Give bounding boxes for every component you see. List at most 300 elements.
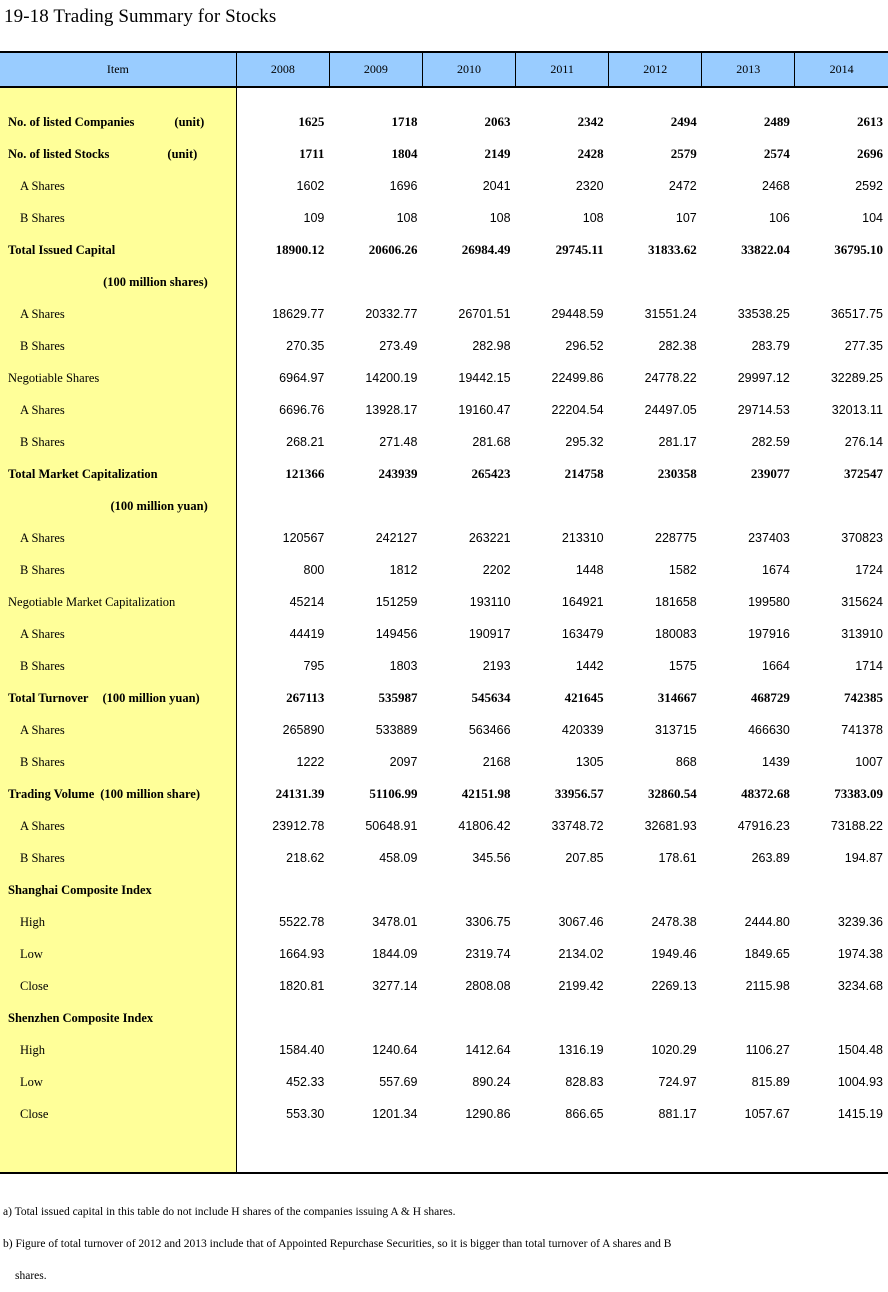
value-cell: 1714 [855,659,883,673]
value-cell: 36517.75 [830,307,883,321]
value-cell: 345.56 [472,851,511,865]
table-row [0,746,888,778]
value-cell: 557.69 [379,1075,418,1089]
value-cell: 26984.49 [461,242,511,257]
value-cell: 180083 [655,627,697,641]
row-label-cell [0,842,236,874]
row-label: A Shares [20,722,65,737]
trading-summary-table [0,51,888,1174]
value-cell: 1057.67 [744,1107,790,1121]
value-cell [516,266,609,298]
value-cell: 314667 [657,690,697,705]
value-cell: 32289.25 [830,371,883,385]
value-cell: 2342 [577,114,604,129]
value-cell: 107 [675,211,697,225]
value-cell: 1582 [668,563,697,577]
value-cell: 265890 [282,723,325,737]
value-cell: 2168 [482,755,511,769]
value-cell: 800 [303,563,325,577]
value-cell: 19160.47 [458,403,511,417]
value-cell: 890.24 [472,1075,511,1089]
spacer-row [0,1130,888,1173]
row-label: A Shares [20,178,65,193]
table-row [0,1002,888,1034]
value-cell: 121366 [285,466,325,481]
value-cell: 466630 [748,723,790,737]
table-row [0,298,888,330]
table-row [0,138,888,170]
row-label-cell [0,362,236,394]
table-row [0,1098,888,1130]
value-cell: 795 [303,659,325,673]
row-label: A Shares [20,818,65,833]
value-cell: 2149 [484,146,511,161]
value-cell: 2115.98 [745,979,790,993]
header-year: 2012 [609,52,702,87]
row-label-cell [0,1002,236,1034]
value-cell: 29997.12 [737,371,790,385]
value-cell: 1803 [389,659,418,673]
value-cell: 32860.54 [647,786,697,801]
table-row [0,1066,888,1098]
footnotes [3,1196,863,1292]
value-cell: 282.38 [658,339,697,353]
value-cell [609,266,702,298]
value-cell: 199580 [748,595,790,609]
value-cell: 881.17 [658,1107,697,1121]
table-row [0,106,888,138]
footnote-b: b) Figure of total turnover of 2012 and 2013 include that of Appointed Repurchase Securities, so it is bigger than total turnover of A shares and B [3,1238,672,1250]
value-cell: 3239.36 [837,915,883,929]
value-cell: 109 [303,211,325,225]
value-cell: 1820.81 [279,979,325,993]
row-label: B Shares [20,210,65,225]
row-label-cell [0,266,236,298]
table-row [0,682,888,714]
value-cell [609,874,702,906]
value-cell: 47916.23 [737,819,790,833]
value-cell: 1439 [762,755,790,769]
value-cell [422,266,515,298]
value-cell: 2428 [577,146,604,161]
value-cell: 1575 [668,659,697,673]
value-cell: 2808.08 [465,979,511,993]
row-label: A Shares [20,306,65,321]
value-cell: 273.49 [379,339,418,353]
row-label: Total Turnover [8,690,89,705]
value-cell: 2592 [855,179,883,193]
value-cell: 45214 [289,595,325,609]
value-cell: 29448.59 [551,307,604,321]
table-row [0,714,888,746]
value-cell: 24131.39 [275,786,325,801]
row-label: A Shares [20,402,65,417]
value-cell: 163479 [561,627,604,641]
value-cell [329,490,422,522]
row-label-cell [0,938,236,970]
value-cell: 313715 [655,723,697,737]
row-label-cell [0,458,236,490]
row-unit: (unit) [167,146,198,161]
value-cell: 32681.93 [644,819,697,833]
value-cell: 1412.64 [465,1043,511,1057]
page-title: 19-18 Trading Summary for Stocks [4,6,277,27]
value-cell: 1804 [391,146,418,161]
value-cell: 239077 [750,466,790,481]
footnote-a: a) Total issued capital in this table do not include H shares of the companies issuing A & H shares. [3,1206,456,1218]
table-row [0,330,888,362]
value-cell: 1222 [296,755,325,769]
value-cell [609,490,702,522]
row-unit: (100 million share) [100,786,201,801]
table-row [0,458,888,490]
value-cell: 151259 [375,595,418,609]
value-cell: 1007 [855,755,883,769]
value-cell: 214758 [564,466,604,481]
value-cell: 372547 [844,466,883,481]
value-cell: 421645 [564,690,604,705]
value-cell: 1240.64 [372,1043,418,1057]
value-cell [609,1002,702,1034]
header-item: Item [0,52,236,87]
value-cell: 741378 [841,723,883,737]
header-year: 2009 [329,52,422,87]
row-label-cell [0,426,236,458]
value-cell: 31833.62 [647,242,697,257]
value-cell: 1602 [296,179,325,193]
value-cell: 724.97 [658,1075,697,1089]
table-row [0,842,888,874]
row-label: Total Market Capitalization [8,466,158,481]
row-label-cell [0,394,236,426]
row-label: Shanghai Composite Index [8,882,152,897]
table-row [0,618,888,650]
value-cell: 24497.05 [644,403,697,417]
value-cell: 228775 [655,531,697,545]
row-label: (100 million shares) [103,274,208,289]
value-cell: 237403 [748,531,790,545]
value-cell [236,1002,329,1034]
value-cell: 2269.13 [651,979,697,993]
value-cell: 265423 [471,466,511,481]
row-label-cell [0,714,236,746]
row-label-cell [0,330,236,362]
row-label-cell [0,906,236,938]
value-cell: 1625 [298,114,325,129]
value-cell: 1504.48 [837,1043,883,1057]
value-cell: 33748.72 [551,819,604,833]
header-year: 2011 [516,52,609,87]
value-cell: 277.35 [844,339,883,353]
value-cell: 18900.12 [275,242,325,257]
table-row [0,554,888,586]
value-cell: 3478.01 [372,915,418,929]
table-row [0,234,888,266]
table-row [0,522,888,554]
value-cell: 149456 [375,627,418,641]
row-label: Shenzhen Composite Index [8,1010,154,1025]
row-label-cell [0,106,236,138]
value-cell [795,490,888,522]
value-cell [516,1002,609,1034]
header-year: 2014 [795,52,888,87]
value-cell [236,266,329,298]
value-cell: 26701.51 [458,307,511,321]
value-cell: 2489 [763,114,790,129]
value-cell: 3306.75 [465,915,511,929]
value-cell: 3277.14 [372,979,418,993]
row-label: Negotiable Shares [8,370,100,385]
row-label: A Shares [20,626,65,641]
value-cell: 2320 [575,179,604,193]
value-cell: 42151.98 [461,786,511,801]
value-cell: 33822.04 [741,242,790,257]
value-cell [795,266,888,298]
row-label: No. of listed Stocks [8,146,110,161]
row-label-cell [0,170,236,202]
value-cell: 1664 [762,659,790,673]
value-cell: 866.65 [565,1107,604,1121]
value-cell: 263221 [468,531,511,545]
value-cell: 5522.78 [279,915,325,929]
value-cell: 281.17 [658,435,697,449]
value-cell: 2193 [482,659,511,673]
value-cell: 22204.54 [551,403,604,417]
value-cell: 2574 [763,146,790,161]
value-cell: 281.68 [472,435,511,449]
table-row [0,874,888,906]
row-label: B Shares [20,850,65,865]
table-row [0,202,888,234]
value-cell: 1844.09 [372,947,418,961]
value-cell: 1290.86 [465,1107,511,1121]
value-cell [329,1002,422,1034]
row-label: Trading Volume [8,786,95,801]
value-cell [422,1002,515,1034]
value-cell: 120567 [282,531,325,545]
value-cell: 32013.11 [831,403,883,417]
value-cell [236,874,329,906]
value-cell: 1711 [299,146,325,161]
row-label-cell [0,138,236,170]
row-label: A Shares [20,530,65,545]
value-cell: 33538.25 [737,307,790,321]
value-cell: 270.35 [286,339,325,353]
value-cell: 6964.97 [279,371,325,385]
row-label: High [20,914,45,929]
row-label-cell [0,298,236,330]
value-cell: 23912.78 [272,819,325,833]
value-cell: 41806.42 [458,819,511,833]
value-cell: 3067.46 [558,915,604,929]
value-cell: 868 [675,755,697,769]
value-cell: 1305 [575,755,604,769]
value-cell: 742385 [844,690,883,705]
value-cell: 104 [862,211,883,225]
value-cell: 2202 [482,563,511,577]
value-cell [422,874,515,906]
value-cell: 207.85 [565,851,604,865]
value-cell [795,1002,888,1034]
value-cell: 20606.26 [368,242,418,257]
value-cell: 2199.42 [558,979,604,993]
row-label: Total Issued Capital [8,242,116,257]
row-label: B Shares [20,562,65,577]
value-cell: 218.62 [286,851,325,865]
value-cell: 268.21 [286,435,325,449]
value-cell: 197916 [748,627,790,641]
row-label: High [20,1042,45,1057]
value-cell: 563466 [468,723,511,737]
row-label: (100 million yuan) [110,498,208,513]
header-year: 2010 [422,52,515,87]
value-cell: 1724 [855,563,883,577]
value-cell: 553.30 [286,1107,325,1121]
value-cell: 1849.65 [744,947,790,961]
table-row [0,938,888,970]
row-label: B Shares [20,658,65,673]
value-cell: 193110 [469,595,511,609]
value-cell: 73188.22 [830,819,883,833]
value-cell: 2613 [857,114,883,129]
row-label-cell [0,874,236,906]
row-label: No. of listed Companies [8,114,135,129]
value-cell: 18629.77 [272,307,325,321]
value-cell: 20332.77 [365,307,418,321]
value-cell: 420339 [561,723,604,737]
footnote-b-continued: shares. [15,1270,47,1282]
value-cell: 2696 [857,146,883,161]
table-row [0,586,888,618]
value-cell: 2468 [762,179,790,193]
value-cell: 271.48 [379,435,418,449]
value-cell: 1106.27 [745,1043,790,1057]
table-row [0,970,888,1002]
value-cell [702,266,795,298]
table-body [0,87,888,1173]
value-cell [702,874,795,906]
value-cell: 3234.68 [837,979,883,993]
value-cell: 2579 [670,146,697,161]
value-cell: 181658 [655,595,697,609]
row-label-cell [0,810,236,842]
table-row [0,1034,888,1066]
value-cell: 1415.19 [837,1107,883,1121]
row-label-cell [0,746,236,778]
row-label-cell [0,490,236,522]
value-cell: 313910 [841,627,883,641]
value-cell: 194.87 [844,851,883,865]
value-cell: 31551.24 [644,307,697,321]
value-cell: 296.52 [565,339,604,353]
value-cell: 545634 [471,690,511,705]
value-cell: 263.89 [751,851,790,865]
value-cell: 243939 [378,466,418,481]
value-cell: 815.89 [751,1075,790,1089]
value-cell: 19442.15 [458,371,511,385]
value-cell: 1974.38 [837,947,883,961]
value-cell: 108 [582,211,604,225]
value-cell: 2041 [482,179,511,193]
row-label: Low [20,946,43,961]
table-row [0,810,888,842]
row-label: Low [20,1074,43,1089]
value-cell: 14200.19 [365,371,418,385]
value-cell [516,874,609,906]
table-row [0,490,888,522]
value-cell: 1442 [575,659,604,673]
row-unit: (100 million yuan) [102,690,200,705]
row-label-cell [0,1098,236,1130]
row-label-cell [0,682,236,714]
header-row [0,52,888,87]
value-cell [329,266,422,298]
value-cell: 213310 [561,531,604,545]
value-cell: 535987 [378,690,418,705]
table-row [0,394,888,426]
row-label-cell [0,234,236,266]
row-label-cell [0,1034,236,1066]
header-year: 2013 [702,52,795,87]
value-cell: 1812 [389,563,418,577]
value-cell: 1448 [575,563,604,577]
spacer-row [0,87,888,106]
value-cell: 276.14 [844,435,883,449]
value-cell: 1718 [391,114,418,129]
value-cell: 2319.74 [465,947,511,961]
row-unit: (unit) [174,114,205,129]
value-cell: 1949.46 [651,947,697,961]
value-cell: 108 [489,211,511,225]
value-cell: 1020.29 [651,1043,697,1057]
value-cell: 33956.57 [554,786,604,801]
row-label-cell [0,618,236,650]
row-label-cell [0,554,236,586]
value-cell: 1316.19 [558,1043,604,1057]
value-cell: 6696.76 [279,403,325,417]
value-cell: 1664.93 [279,947,325,961]
value-cell: 283.79 [751,339,790,353]
value-cell: 533889 [375,723,418,737]
value-cell: 44419 [289,627,325,641]
value-cell: 29714.53 [737,403,790,417]
value-cell [516,490,609,522]
value-cell: 24778.22 [644,371,697,385]
value-cell: 2134.02 [558,947,604,961]
value-cell: 2478.38 [651,915,697,929]
value-cell: 267113 [286,690,325,705]
value-cell: 73383.09 [834,786,883,801]
table-row [0,650,888,682]
row-label: B Shares [20,338,65,353]
value-cell [795,874,888,906]
row-label: B Shares [20,434,65,449]
value-cell: 2472 [668,179,697,193]
value-cell: 36795.10 [834,242,883,257]
value-cell: 108 [396,211,418,225]
value-cell: 2063 [484,114,511,129]
value-cell [422,490,515,522]
value-cell: 2097 [389,755,418,769]
value-cell: 828.83 [565,1075,604,1089]
value-cell: 2444.80 [744,915,790,929]
value-cell: 468729 [750,690,790,705]
table-row [0,266,888,298]
value-cell: 22499.86 [551,371,604,385]
row-label-cell [0,522,236,554]
row-label: B Shares [20,754,65,769]
value-cell [702,1002,795,1034]
